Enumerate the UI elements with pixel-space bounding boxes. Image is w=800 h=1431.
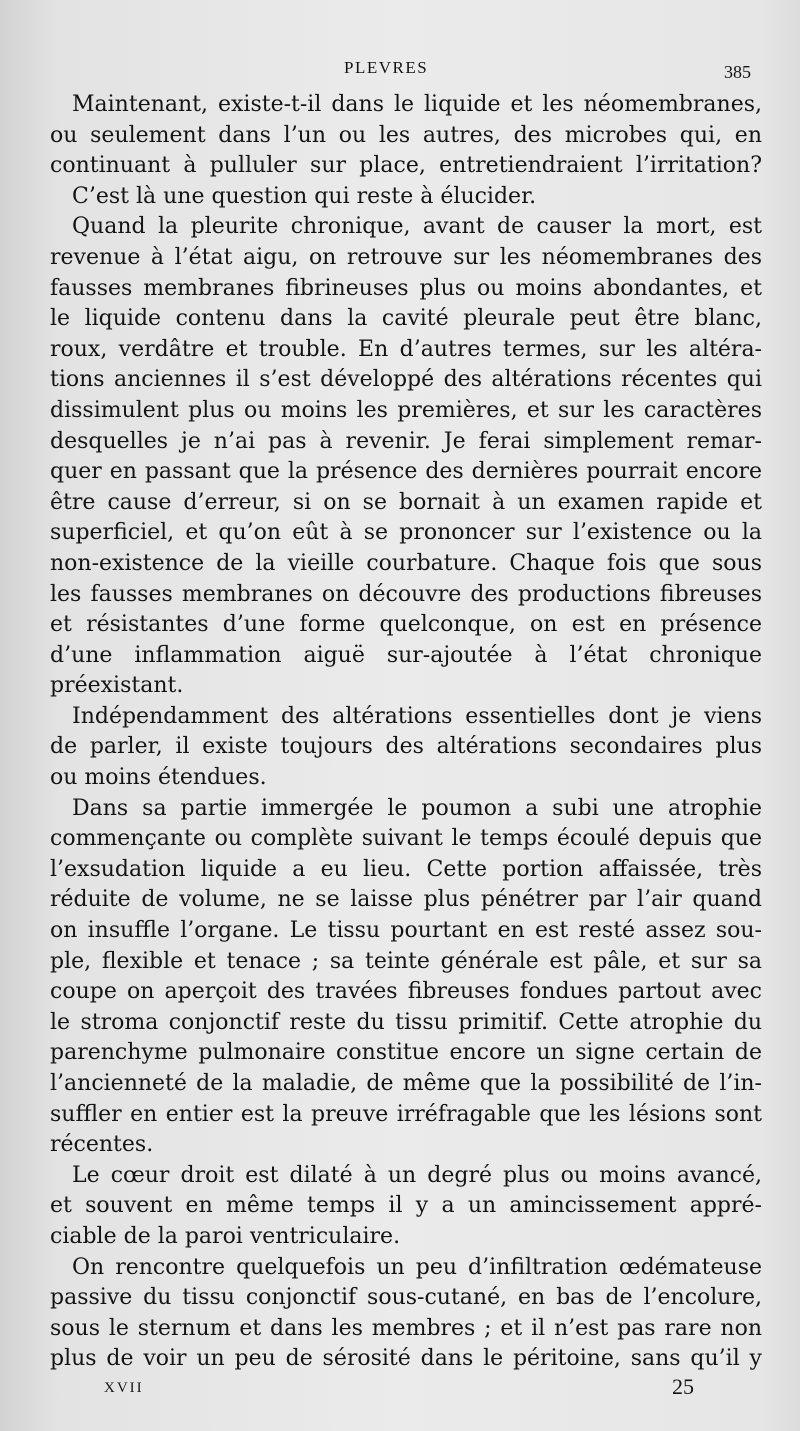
text-line: être cause d’erreur, si on se bornait à un examen rapide et — [50, 489, 762, 515]
text-line: et souvent en même temps il y a un amincissement appré- — [50, 1193, 762, 1219]
text-line: récentes. — [50, 1132, 154, 1158]
text-line: l’exsudation liquide a eu lieu. Cette portion affaissée, très — [50, 856, 762, 882]
page-footer — [0, 1372, 800, 1402]
text-line: le liquide contenu dans la cavité pleurale peut être blanc, — [50, 306, 762, 332]
text-line: plus de voir un peu de sérosité dans le péritoine, sans qu’il y — [50, 1346, 762, 1372]
text-line: Le cœur droit est dilaté à un degré plus ou moins avancé, — [72, 1162, 762, 1188]
text-line: non-existence de la vieille courbature. Chaque fois que sous — [50, 550, 762, 576]
text-line: ou seulement dans l’un ou les autres, des microbes qui, en — [50, 122, 762, 148]
text-line: d’une inflammation aiguë sur-ajoutée à l’état chronique — [50, 642, 762, 668]
text-line: on insuffle l’organe. Le tissu pourtant en est resté assez sou- — [50, 918, 762, 944]
text-line: ou moins étendues. — [50, 765, 267, 791]
text-line: réduite de volume, ne se laisse plus pénétrer par l’air quand — [50, 887, 762, 913]
text-line: continuant à pulluler sur place, entretiendraient l’irritation? — [50, 153, 762, 179]
text-line: desquelles je n’ai pas à revenir. Je ferai simplement remar- — [50, 428, 762, 454]
text-line: Maintenant, existe-t-il dans le liquide et les néomembranes, — [72, 92, 762, 117]
text-line: Indépendamment des altérations essentielles dont je viens — [72, 703, 762, 729]
text-line: ple, flexible et tenace ; sa teinte générale est pâle, et sur sa — [50, 948, 762, 974]
text-line: revenue à l’état aigu, on retrouve sur les néomembranes des — [50, 244, 762, 270]
sheet-number: 25 — [672, 1374, 694, 1399]
text-line: roux, verdâtre et trouble. En d’autres termes, sur les altéra- — [50, 336, 762, 362]
text-line: parenchyme pulmonaire constitue encore un signe certain de — [50, 1040, 762, 1066]
text-line: Dans sa partie immergée le poumon a subi une atrophie — [72, 795, 762, 821]
page-number: 385 — [724, 62, 751, 82]
text-line: superficiel, et qu’on eût à se prononcer sur l’existence ou la — [50, 520, 762, 546]
text-line: quer en passant que la présence des dernières pourrait encore — [50, 459, 762, 485]
text-line: On rencontre quelquefois un peu d’infiltration œdémateuse — [72, 1254, 762, 1280]
text-line: les fausses membranes on découvre des productions fibreuses — [50, 581, 762, 607]
text-line: coupe on aperçoit des travées fibreuses fondues partout avec — [50, 979, 762, 1005]
text-line: dissimulent plus ou moins les premières, et sur les caractères — [50, 397, 762, 423]
text-line: fausses membranes fibrineuses plus ou moins abondantes, et — [50, 275, 762, 301]
text-line: Quand la pleurite chronique, avant de causer la mort, est — [72, 214, 762, 240]
text-line: C’est là une question qui reste à élucider. — [72, 183, 537, 209]
text-line: le stroma conjonctif reste du tissu primitif. Cette atrophie du — [50, 1009, 762, 1035]
text-line: l’ancienneté de la maladie, de même que la possibilité de l’in- — [50, 1071, 762, 1096]
text-line: préexistant. — [50, 673, 184, 699]
text-line: commençante ou complète suivant le temps écoulé depuis que — [50, 826, 762, 852]
signature-mark: XVII — [104, 1380, 144, 1396]
text-line: tions anciennes il s’est développé des altérations récentes qui — [50, 367, 762, 393]
text-line: suffler en entier est la preuve irréfragable que les lésions sont — [50, 1101, 762, 1127]
text-line: passive du tissu conjonctif sous-cutané, en bas de l’encolure, — [50, 1285, 762, 1311]
running-head — [0, 58, 800, 84]
text-line: de parler, il existe toujours des altérations secondaires plus — [50, 734, 762, 760]
running-title: PLEVRES — [344, 58, 429, 77]
body-text — [50, 90, 762, 1375]
text-line: ciable de la paroi ventriculaire. — [50, 1223, 401, 1249]
text-line: sous le sternum et dans les membres ; et il n’est pas rare non — [50, 1315, 762, 1341]
text-line: et résistantes d’une forme quelconque, on est en présence — [50, 612, 762, 638]
